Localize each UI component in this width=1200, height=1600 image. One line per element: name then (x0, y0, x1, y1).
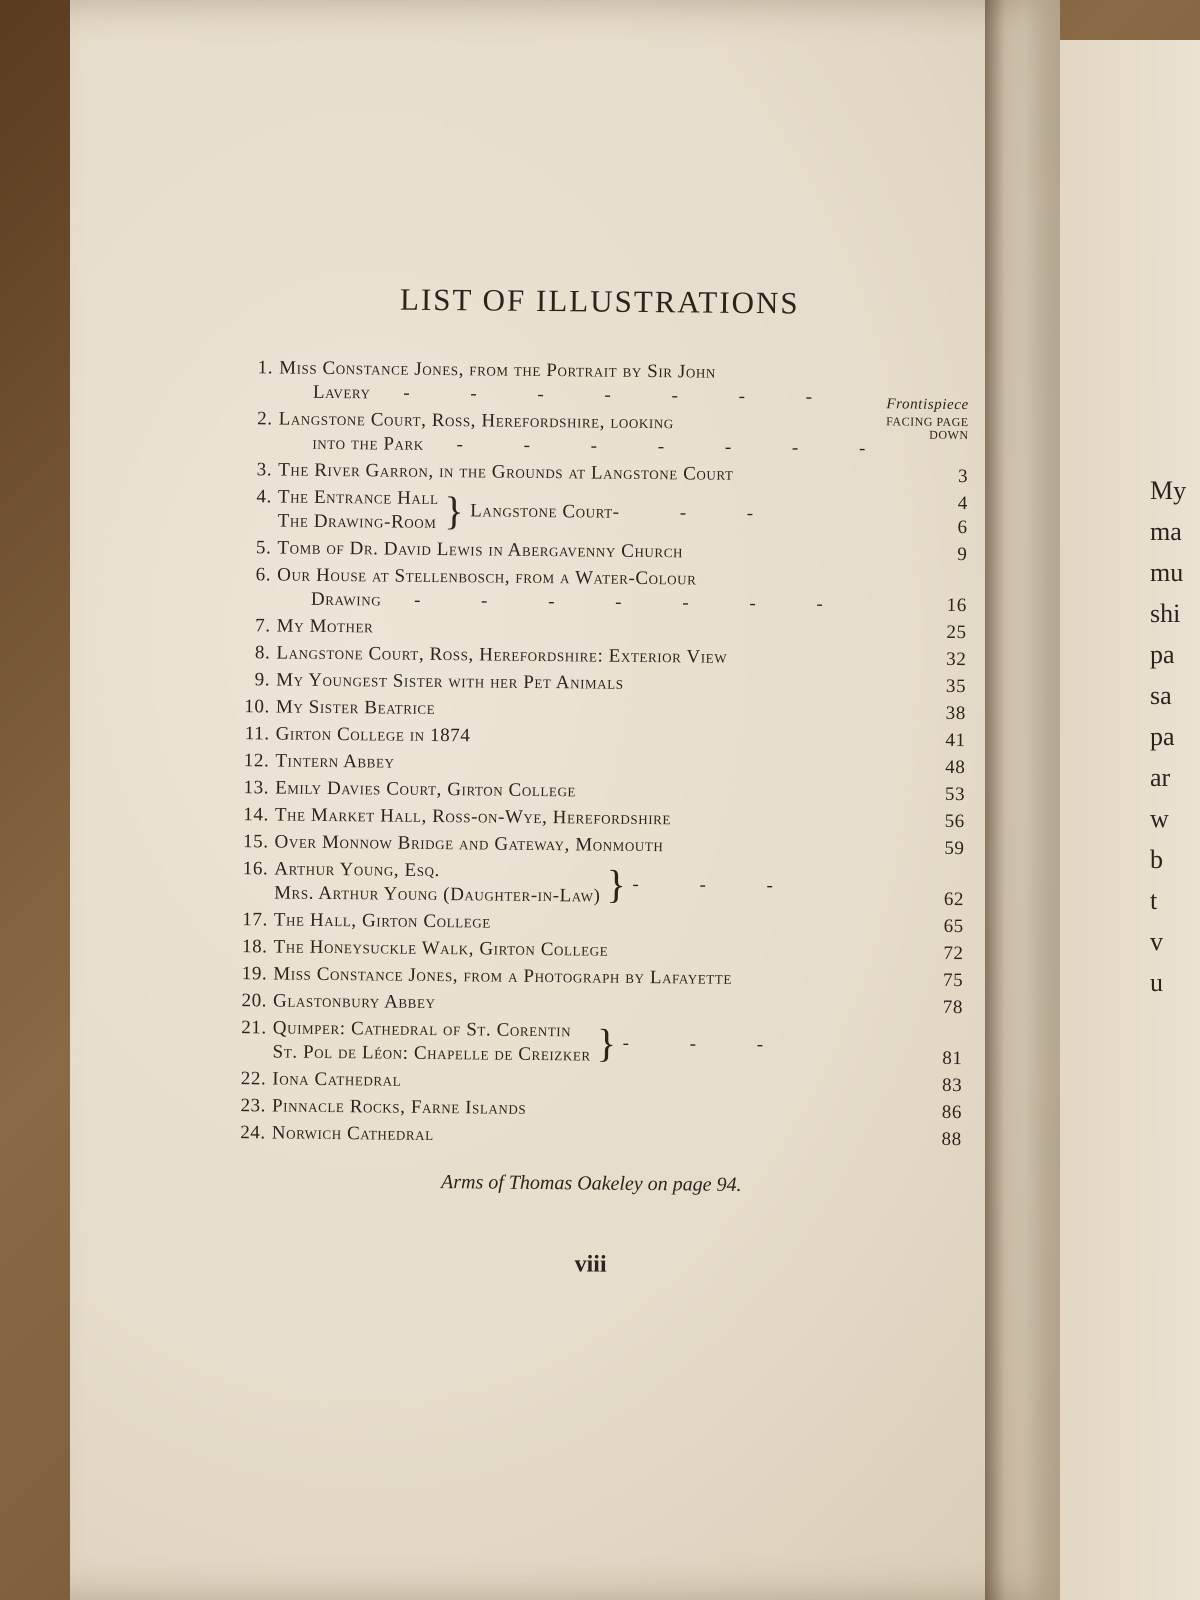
leader-dots: - - - - - - - (370, 382, 841, 408)
entry-title: Lavery (312, 381, 371, 404)
list-item (224, 857, 964, 912)
right-page-line: ar (1150, 763, 1171, 792)
right-page-line: pa (1150, 722, 1175, 751)
entry-page: 78 (942, 996, 964, 1019)
right-page-line: shi (1150, 599, 1181, 628)
entry-title: Our House at Stellenbosch, from a Water-Colour (277, 564, 697, 590)
entry-title: Over Monnow Bridge and Gateway, Monmouth (274, 831, 664, 857)
bracketed-names (272, 1016, 591, 1067)
right-page-line: b (1150, 845, 1163, 874)
list-item (225, 776, 965, 807)
entry-title: Drawing (310, 588, 382, 611)
bracketed-names (274, 857, 601, 908)
brace-glyph: } (596, 1020, 617, 1066)
entry-number: 13. (243, 777, 270, 799)
entry-title: Quimper: Cathedral of St. Corentin (272, 1017, 572, 1042)
list-item (223, 989, 963, 1020)
entry-number: 19. (241, 963, 268, 985)
entry-title: Miss Constance Jones, from a Photograph by Lafayette (273, 963, 733, 989)
page-number: viii (574, 1251, 607, 1278)
entry-title: The Honeysuckle Walk, Girton College (273, 936, 609, 961)
entry-page: 3 (957, 465, 969, 488)
entry-page: 62 (943, 888, 965, 911)
page-title: LIST OF ILLUSTRATIONS (399, 281, 800, 321)
list-item (228, 485, 968, 540)
list-item (225, 803, 965, 834)
entry-page: 32 (946, 648, 967, 671)
entry-title: Emily Davies Court, Girton College (275, 777, 577, 802)
entry-title: Langstone Court, Ross, Herefordshire: Exterior View (276, 642, 728, 668)
entry-title-continued (278, 431, 908, 461)
entry-title: into the Park (312, 432, 424, 455)
list-item (226, 668, 966, 699)
entry-page: 6 (957, 516, 968, 539)
entry-number: 24. (240, 1122, 266, 1144)
entry-number: 8. (254, 642, 271, 664)
entry-title: The River Garron, in the Grounds at Langstone Court (278, 459, 734, 485)
entry-title: Tomb of Dr. David Lewis in Abergavenny Church (277, 537, 684, 563)
entry-number: 14. (243, 804, 269, 826)
entry-page: 59 (944, 837, 965, 860)
right-page-text (1150, 470, 1200, 1003)
illustrations-list (220, 280, 970, 1282)
brace-glyph: } (606, 861, 627, 907)
entry-title: Pinnacle Rocks, Farne Islands (271, 1095, 527, 1119)
entry-title: The Entrance Hall (277, 486, 439, 510)
entry-number: 23. (240, 1095, 267, 1117)
entry-title: Tintern Abbey (275, 750, 395, 773)
list-item (225, 749, 965, 780)
right-page-line: pa (1150, 640, 1175, 669)
entry-title: My Youngest Sister with her Pet Animals (276, 669, 624, 694)
bracketed-group (278, 485, 908, 539)
entry-title: The Hall, Girton College (273, 909, 491, 933)
entry-page: 75 (943, 969, 964, 992)
list-item (223, 935, 963, 966)
leader-dots: - - - - - - - (381, 589, 851, 615)
entry-page: 83 (941, 1074, 963, 1097)
entry-number: 9. (254, 669, 271, 691)
bracketed-group (272, 1016, 902, 1070)
entry-title: The Drawing-Room (277, 510, 437, 533)
entry-title: Glastonbury Abbey (272, 990, 436, 1014)
entry-title: Arthur Young, Esq. (274, 858, 441, 882)
entry-title: Langstone Court, Ross, Herefordshire, looking (278, 408, 674, 434)
entry-title: Norwich Cathedral (271, 1122, 434, 1145)
entry-page: 88 (941, 1128, 962, 1151)
entry-number: 3. (256, 459, 273, 481)
bracketed-group (274, 857, 904, 911)
list-item (222, 1094, 962, 1125)
entry-page: 72 (943, 942, 964, 965)
right-page-line: w (1150, 804, 1169, 833)
entry-page: 56 (944, 810, 965, 833)
entry-number: 21. (241, 1017, 267, 1039)
right-page-line: sa (1150, 681, 1172, 710)
entry-title: The Market Hall, Ross-on-Wye, Herefordshire (274, 804, 672, 830)
list-item (226, 695, 966, 726)
entry-page: 9 (957, 543, 968, 566)
entry-number: 12. (243, 750, 270, 772)
entry-number: 5. (255, 537, 272, 559)
entry-number: 1. (257, 357, 274, 379)
list-item (229, 356, 969, 414)
facing-page-header (886, 415, 969, 442)
list-item (222, 1016, 962, 1071)
entry-page: 25 (946, 621, 967, 644)
entry-title: Mrs. Arthur Young (Daughter-in-Law) (274, 882, 601, 907)
list-item (224, 830, 964, 861)
entry-title-continued (277, 587, 907, 617)
brace-glyph: } (444, 488, 465, 534)
entry-number: 7. (255, 615, 271, 637)
entry-page: 38 (945, 702, 966, 725)
entry-number: 20. (241, 990, 268, 1012)
right-page-line: My (1150, 476, 1187, 505)
entry-page: 65 (943, 915, 964, 938)
facing-header-line: DOWN (929, 427, 969, 443)
group-label: Langstone Court (470, 500, 613, 523)
leader-dots: - - - - - - - (423, 433, 894, 460)
entry-page: Frontispiece (886, 396, 969, 414)
list-item (228, 458, 968, 489)
entry-number: 11. (244, 723, 270, 745)
entry-title: My Mother (276, 615, 374, 638)
entry-title: Girton College in 1874 (275, 723, 471, 747)
entry-number: 18. (241, 936, 268, 958)
entry-page: 86 (941, 1101, 963, 1124)
list-item (228, 407, 968, 462)
leader-dots: - - - (612, 501, 782, 525)
bracketed-names (278, 485, 439, 535)
list-item (227, 536, 967, 567)
entry-title: St. Pol de Léon: Chapelle de Creizker (272, 1041, 591, 1066)
entry-title: My Sister Beatrice (275, 696, 436, 719)
list-item (227, 563, 967, 618)
right-page-line: t (1150, 886, 1158, 915)
entry-number: 22. (240, 1068, 267, 1090)
book-spine (985, 0, 1025, 1600)
list-item (224, 908, 964, 939)
entry-title-continued (279, 380, 909, 410)
list-item (222, 1121, 962, 1152)
right-page-line: mu (1150, 558, 1184, 587)
right-page-line: u (1150, 968, 1163, 997)
facing-header-line: FACING PAGE (886, 414, 969, 430)
entry-page: 16 (946, 594, 968, 617)
entry-number: 6. (255, 564, 272, 586)
entry-number: 4. (256, 486, 273, 508)
list-item (226, 722, 966, 753)
entry-page: 41 (945, 729, 966, 752)
list-item (226, 641, 966, 672)
list-item (227, 614, 967, 645)
entry-title: Iona Cathedral (272, 1068, 402, 1091)
leader-dots: - - - (632, 873, 801, 897)
entry-number: 2. (257, 408, 273, 430)
entry-page: 35 (945, 675, 967, 698)
entry-page: 81 (942, 1047, 963, 1070)
entry-title: Miss Constance Jones, from the Portrait by Sir John (279, 357, 717, 383)
entry-number: 16. (242, 858, 269, 880)
right-page-line: v (1150, 927, 1163, 956)
entry-list (222, 356, 970, 1152)
right-page-line: ma (1150, 517, 1182, 546)
footnote: Arms of Thomas Oakeley on page 94. (440, 1171, 742, 1196)
entry-page: 48 (945, 756, 966, 779)
leader-dots: - - - (622, 1032, 792, 1056)
list-item (222, 1067, 962, 1098)
entry-number: 17. (242, 909, 268, 931)
entry-number: 10. (244, 696, 271, 718)
list-item (223, 962, 963, 993)
entry-number: 15. (242, 831, 269, 853)
entry-page: 53 (944, 783, 966, 806)
entry-page: 4 (957, 492, 968, 515)
